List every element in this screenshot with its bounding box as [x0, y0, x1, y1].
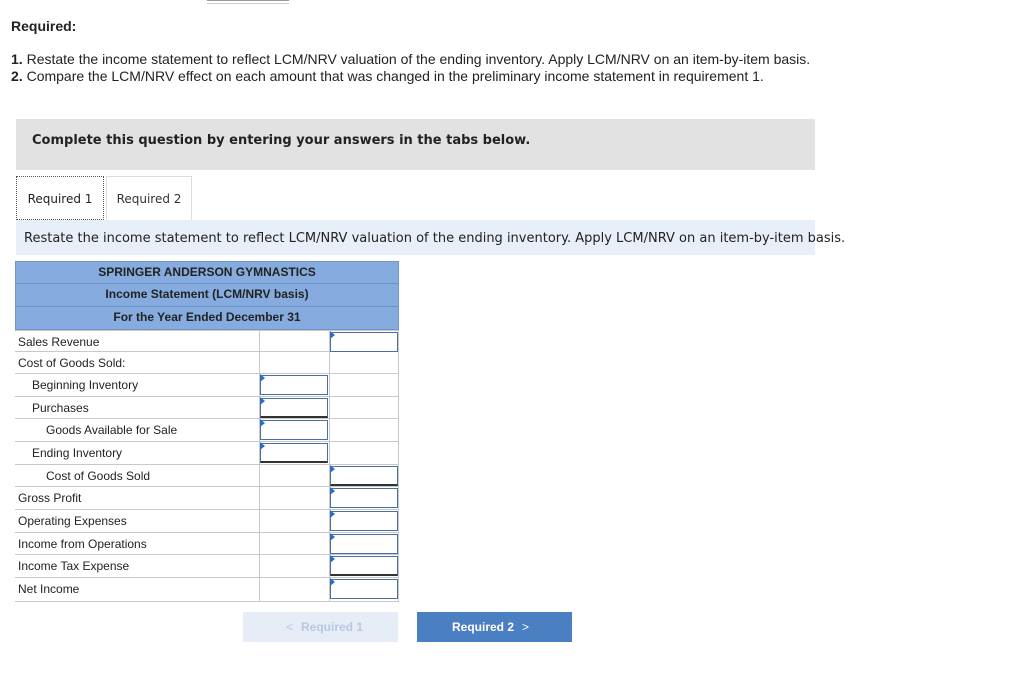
statement-row	[15, 487, 399, 510]
tab-required-2[interactable]: Required 2	[106, 176, 192, 220]
amount-column-1-cell	[259, 487, 329, 509]
statement-row	[15, 533, 399, 555]
top-divider	[207, 0, 289, 4]
amount-column-2-cell	[329, 487, 399, 509]
question-banner	[16, 119, 815, 170]
amount-column-2-cell	[329, 533, 399, 554]
next-button[interactable]	[417, 612, 572, 642]
amount-column-1-cell	[259, 578, 329, 601]
input-marker-icon	[330, 465, 335, 473]
amount-input[interactable]	[330, 488, 398, 508]
statement-row	[15, 419, 399, 442]
input-marker-icon	[330, 487, 335, 495]
amount-column-2-cell	[329, 578, 399, 601]
amount-column-2-cell	[329, 555, 399, 577]
statement-row-label: Beginning Inventory	[32, 378, 139, 392]
amount-column-1-cell	[259, 555, 329, 577]
amount-column-1-cell	[259, 352, 329, 373]
statement-row-label: Goods Available for Sale	[46, 423, 178, 437]
input-marker-icon	[260, 374, 265, 382]
amount-input[interactable]	[260, 398, 328, 418]
amount-input[interactable]	[330, 511, 398, 531]
tab-required-1[interactable]: Required 1	[16, 176, 104, 220]
statement-row	[15, 330, 399, 352]
banner-text: Complete this question by entering your answers in the tabs below.	[32, 133, 531, 148]
amount-column-2-cell	[329, 374, 399, 396]
amount-input[interactable]	[330, 332, 398, 352]
statement-row-label: Income Tax Expense	[18, 559, 130, 573]
amount-column-1-cell	[259, 419, 329, 441]
instruction-1	[11, 50, 810, 68]
instruction-2	[11, 67, 764, 85]
amount-column-1-cell	[259, 510, 329, 532]
amount-column-2-cell	[329, 510, 399, 532]
statement-row	[15, 465, 399, 487]
statement-row-label: Ending Inventory	[32, 446, 123, 460]
input-marker-icon	[260, 419, 265, 427]
statement-row	[15, 578, 399, 602]
amount-column-1-cell	[259, 533, 329, 554]
statement-row	[15, 352, 399, 374]
statement-row-label: Purchases	[32, 401, 89, 415]
input-marker-icon	[330, 578, 335, 586]
statement-row	[15, 555, 399, 578]
amount-column-2-cell	[329, 442, 399, 464]
amount-column-2-cell	[329, 331, 399, 351]
tab-instruction-text: Restate the income statement to reflect LCM/NRV valuation of the ending inventory. Apply LCM/NRV on an item-by-item basis.	[24, 231, 846, 246]
amount-column-1-cell	[259, 442, 329, 464]
statement-row	[15, 397, 399, 419]
amount-column-1-cell	[259, 465, 329, 486]
statement-row-label: Income from Operations	[18, 537, 147, 551]
amount-input[interactable]	[260, 443, 328, 463]
amount-column-1-cell	[259, 397, 329, 418]
amount-input[interactable]	[330, 534, 398, 554]
prev-button-label: Required 1	[301, 620, 364, 634]
instruction-1-number: 1.	[11, 51, 23, 67]
input-marker-icon	[330, 555, 335, 563]
statement-row-label: Sales Revenue	[18, 335, 100, 349]
input-marker-icon	[330, 533, 335, 541]
statement-title: Income Statement (LCM/NRV basis)	[15, 284, 399, 307]
chevron-left-icon: <	[285, 620, 293, 634]
company-name: SPRINGER ANDERSON GYMNASTICS	[15, 261, 399, 284]
instruction-1-text: Restate the income statement to reflect LCM/NRV valuation of the ending inventory. Apply LCM/NRV on an item-by-item basis.	[26, 51, 811, 67]
statement-row-label: Net Income	[18, 582, 80, 596]
instruction-2-number: 2.	[11, 68, 23, 84]
instruction-2-text: Compare the LCM/NRV effect on each amount that was changed in the preliminary income statement in requirement 1.	[26, 68, 764, 84]
amount-column-2-cell	[329, 352, 399, 373]
input-marker-icon	[330, 331, 335, 339]
amount-column-2-cell	[329, 465, 399, 486]
statement-row-label: Cost of Goods Sold:	[18, 356, 126, 370]
input-marker-icon	[260, 397, 265, 405]
statement-row-label: Gross Profit	[18, 491, 82, 505]
statement-row	[15, 510, 399, 533]
statement-row	[15, 374, 399, 397]
prev-button[interactable]	[243, 612, 398, 642]
amount-input[interactable]	[260, 420, 328, 440]
statement-row-label: Operating Expenses	[18, 514, 127, 528]
amount-column-1-cell	[259, 374, 329, 396]
statement-row-label: Cost of Goods Sold	[46, 469, 151, 483]
input-marker-icon	[330, 510, 335, 518]
amount-column-2-cell	[329, 419, 399, 441]
input-marker-icon	[260, 442, 265, 450]
chevron-right-icon: >	[522, 620, 530, 634]
amount-input[interactable]	[330, 466, 398, 486]
amount-column-2-cell	[329, 397, 399, 418]
amount-input[interactable]	[260, 375, 328, 395]
next-button-label: Required 2	[451, 620, 514, 634]
statement-row	[15, 442, 399, 465]
required-heading: Required:	[11, 18, 77, 34]
amount-input[interactable]	[330, 556, 398, 576]
amount-column-1-cell	[259, 331, 329, 351]
statement-period: For the Year Ended December 31	[15, 307, 399, 330]
amount-input[interactable]	[330, 579, 398, 599]
tab-instruction-bar	[16, 220, 846, 255]
